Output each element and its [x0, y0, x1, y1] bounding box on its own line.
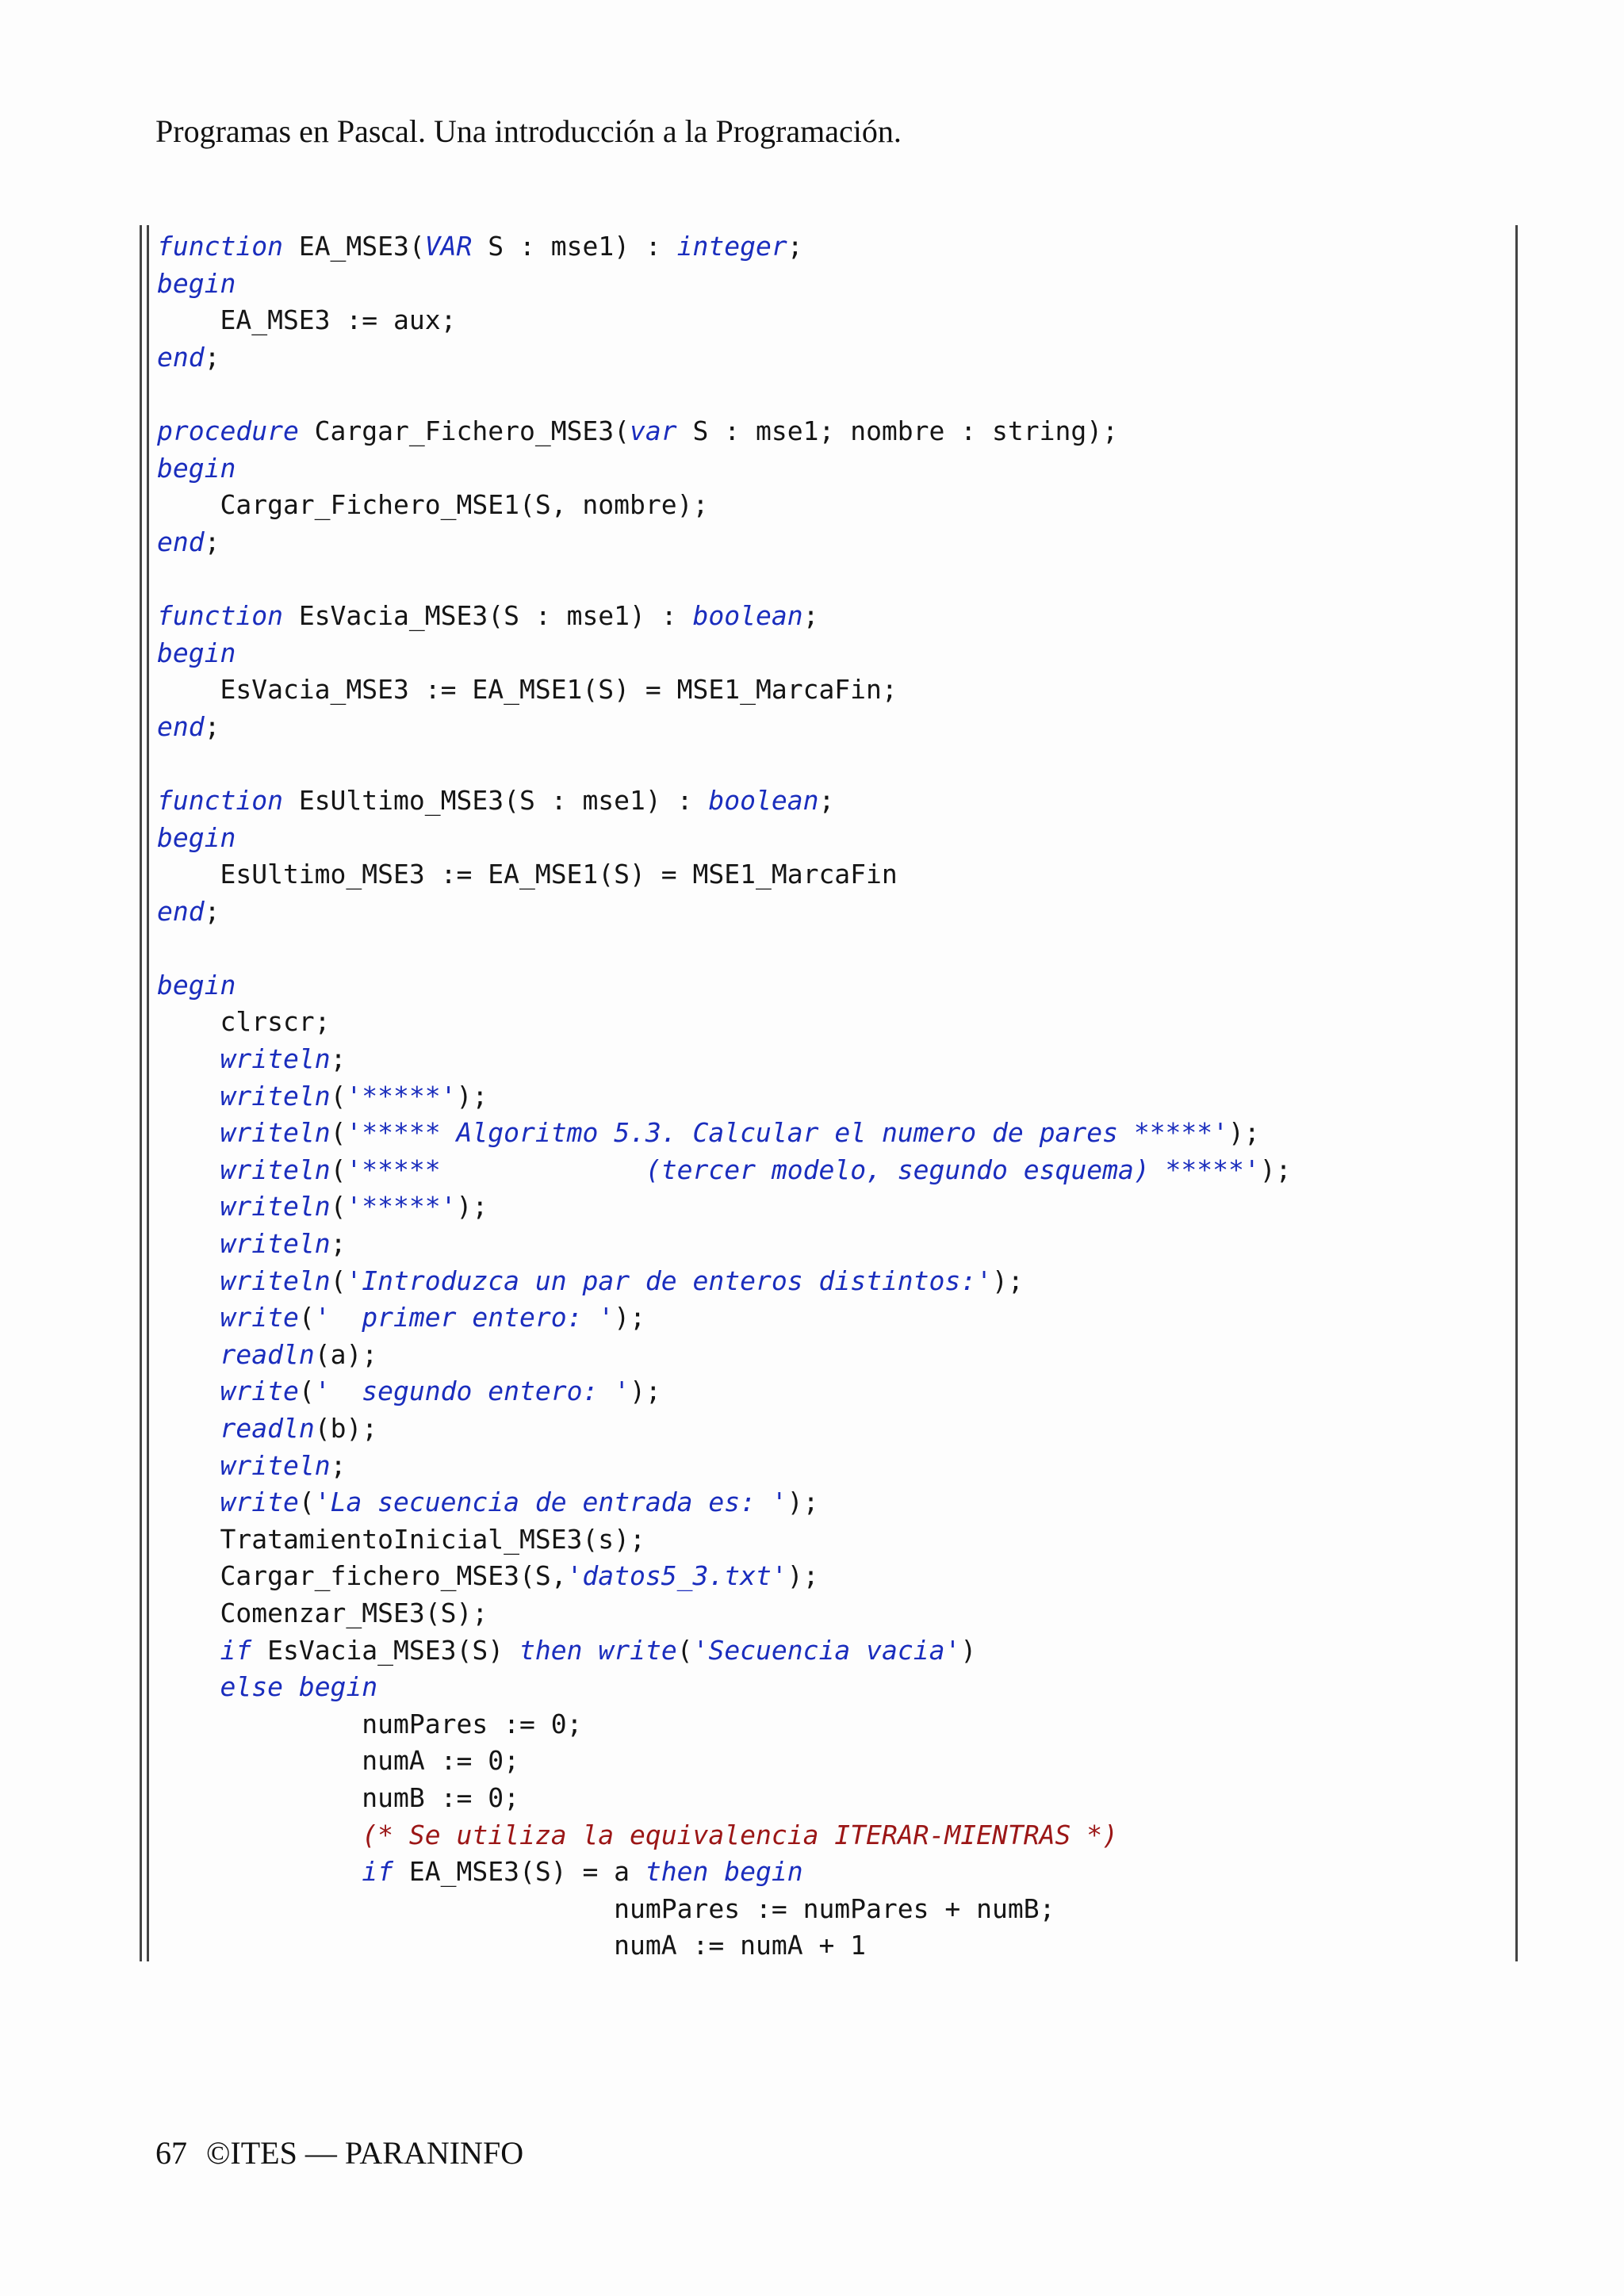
code-keyword: then [519, 1634, 583, 1666]
code-text: EA_MSE3(S) = a [393, 1856, 645, 1888]
code-line [157, 339, 1292, 377]
code-text: Cargar_fichero_MSE3(S, [157, 1560, 567, 1592]
code-keyword: write [220, 1302, 299, 1334]
code-text: ; [818, 784, 835, 816]
code-text: ); [630, 1376, 661, 1407]
code-text: Cargar_Fichero_MSE3( [298, 415, 630, 446]
code-text: numB := 0; [157, 1781, 519, 1813]
code-text: ; [330, 1228, 347, 1260]
code-text: ( [330, 1154, 347, 1185]
code-keyword: integer [676, 231, 787, 262]
code-line [157, 967, 1292, 1004]
code-text: ( [298, 1376, 315, 1407]
code-keyword: writeln [220, 1228, 331, 1260]
code-line [157, 1410, 1292, 1448]
code-line [157, 376, 1292, 413]
code-text: ( [330, 1117, 347, 1149]
code-line [157, 1743, 1292, 1780]
code-string: '***** (tercer modelo, segundo esquema) *****' [346, 1154, 1260, 1185]
code-line [157, 598, 1292, 635]
code-keyword: boolean [708, 784, 819, 816]
code-text: EsVacia_MSE3 := EA_MSE1(S) = MSE1_MarcaFin; [157, 674, 898, 706]
code-string: '***** Algoritmo 5.3. Calcular el numero de pares *****' [346, 1117, 1229, 1149]
code-keyword: end [157, 710, 205, 742]
code-text: (a); [314, 1338, 378, 1370]
code-keyword: readln [220, 1338, 315, 1370]
code-keyword: writeln [220, 1154, 331, 1185]
code-line [157, 1854, 1292, 1891]
code-text: EA_MSE3( [282, 231, 425, 262]
code-text: S : mse1) : [472, 231, 677, 262]
code-line [157, 487, 1292, 524]
code-text: ) [960, 1634, 977, 1666]
code-keyword: readln [220, 1413, 315, 1444]
code-text: numPares := numPares + numB; [157, 1892, 1055, 1924]
copyright-notice: ©ITES — PARANINFO [206, 2135, 524, 2171]
code-text: ( [298, 1487, 315, 1518]
code-text: numA := numA + 1 [157, 1930, 867, 1961]
code-text [157, 1635, 220, 1666]
code-keyword: boolean [692, 599, 803, 631]
code-line [157, 820, 1292, 857]
code-keyword: var [630, 415, 677, 446]
code-line [157, 302, 1292, 339]
code-line [157, 1521, 1292, 1559]
code-keyword: procedure [157, 415, 299, 446]
code-line [157, 894, 1292, 931]
code-keyword: begin [157, 969, 236, 1001]
code-line [157, 1448, 1292, 1485]
code-line [157, 266, 1292, 303]
code-text: ( [330, 1191, 347, 1223]
code-text [157, 1487, 220, 1517]
code-line [157, 1484, 1292, 1521]
code-line [157, 1078, 1292, 1115]
code-string: ' primer entero: ' [314, 1302, 615, 1334]
code-line [157, 1927, 1292, 1965]
code-text: EsUltimo_MSE3 := EA_MSE1(S) = MSE1_MarcaFin [157, 859, 898, 890]
page-header: Programas en Pascal. Una introducción a la Programación. [155, 113, 902, 149]
code-line [157, 1152, 1292, 1189]
code-text: ( [330, 1080, 347, 1112]
code-string: 'Secuencia vacia' [692, 1634, 961, 1666]
code-text [582, 1635, 598, 1666]
code-text: ; [802, 599, 819, 631]
code-comment: (* Se utiliza la equivalencia ITERAR-MIENTRAS *) [362, 1819, 1118, 1850]
code-text [157, 1191, 220, 1222]
code-string: 'La secuencia de entrada es: ' [314, 1487, 787, 1518]
code-line [157, 783, 1292, 820]
code-keyword: VAR [424, 231, 473, 262]
code-line [157, 1041, 1292, 1078]
code-text: TratamientoInicial_MSE3(s); [157, 1523, 645, 1555]
code-text: numPares := 0; [157, 1708, 583, 1739]
code-text: (b); [314, 1413, 378, 1444]
code-text [157, 1081, 220, 1112]
code-keyword: end [157, 341, 205, 373]
page-number: 67 [155, 2135, 187, 2171]
code-keyword: function [157, 231, 283, 262]
code-keyword: end [157, 895, 205, 927]
code-line [157, 930, 1292, 967]
code-line [157, 228, 1292, 266]
code-block [157, 228, 1292, 1965]
code-line [157, 1817, 1292, 1854]
code-line [157, 709, 1292, 746]
code-line [157, 745, 1292, 783]
code-keyword: then begin [645, 1856, 803, 1888]
code-string: 'Introduzca un par de enteros distintos:' [346, 1265, 993, 1296]
code-text [157, 1302, 220, 1333]
code-text: ( [330, 1265, 347, 1296]
code-line [157, 1226, 1292, 1263]
code-line [157, 672, 1292, 709]
code-keyword: writeln [220, 1449, 331, 1481]
code-text: ); [1259, 1154, 1292, 1185]
code-line [157, 1004, 1292, 1041]
code-text [157, 1154, 220, 1185]
code-text: EA_MSE3 := aux; [157, 304, 457, 336]
code-line [157, 1115, 1292, 1152]
code-keyword: begin [157, 637, 236, 668]
code-line [157, 1299, 1292, 1337]
code-line [157, 635, 1292, 672]
code-keyword: write [598, 1634, 677, 1666]
code-keyword: begin [157, 452, 236, 484]
code-text [157, 1117, 220, 1148]
code-line [157, 1780, 1292, 1817]
code-line [157, 1263, 1292, 1300]
code-line [157, 1891, 1292, 1928]
code-text [157, 1450, 220, 1481]
code-text: ( [298, 1302, 315, 1334]
code-keyword: function [157, 599, 283, 631]
code-line [157, 1188, 1292, 1226]
code-keyword: write [220, 1487, 299, 1518]
code-text: ); [614, 1302, 645, 1334]
code-text: ; [787, 231, 803, 262]
page-footer [155, 2134, 534, 2172]
code-text: ; [330, 1043, 347, 1075]
code-text: EsUltimo_MSE3(S : mse1) : [282, 784, 709, 816]
code-text [157, 1339, 220, 1370]
code-line [157, 1706, 1292, 1743]
code-line [157, 413, 1292, 450]
code-text [157, 1228, 220, 1259]
code-text: ; [204, 710, 220, 742]
code-text [157, 1671, 220, 1702]
code-text: ); [787, 1560, 819, 1592]
code-line [157, 1669, 1292, 1706]
code-line [157, 524, 1292, 561]
code-keyword: writeln [220, 1265, 331, 1296]
code-keyword: else begin [220, 1671, 378, 1703]
code-text: ); [787, 1487, 819, 1518]
code-text: ; [204, 895, 220, 927]
left-rule-inner [147, 225, 149, 1961]
code-text: clrscr; [157, 1006, 331, 1038]
code-text: EsVacia_MSE3(S : mse1) : [282, 599, 693, 631]
code-line [157, 856, 1292, 894]
code-keyword: end [157, 526, 205, 557]
code-keyword: if [362, 1856, 394, 1888]
right-rule [1515, 225, 1518, 1961]
code-string: '*****' [346, 1191, 457, 1223]
code-text: ); [456, 1191, 488, 1223]
code-keyword: if [220, 1634, 252, 1666]
code-text [157, 1413, 220, 1444]
code-text: ); [1228, 1117, 1260, 1149]
code-text [157, 1856, 362, 1887]
code-keyword: begin [157, 267, 236, 299]
code-text: ; [330, 1449, 347, 1481]
code-line [157, 561, 1292, 598]
code-text [157, 1376, 220, 1406]
code-text: ; [204, 341, 220, 373]
code-listing [140, 225, 1518, 1961]
code-line [157, 1632, 1292, 1670]
code-line [157, 1373, 1292, 1410]
code-text [157, 1043, 220, 1074]
code-keyword: writeln [220, 1117, 331, 1149]
code-string: '*****' [346, 1080, 457, 1112]
code-keyword: function [157, 784, 283, 816]
code-keyword: writeln [220, 1191, 331, 1223]
code-keyword: writeln [220, 1043, 331, 1075]
code-string: 'datos5_3.txt' [566, 1560, 787, 1592]
code-text: Comenzar_MSE3(S); [157, 1597, 488, 1628]
code-text: EsVacia_MSE3(S) [251, 1634, 519, 1666]
code-text: S : mse1; nombre : string); [676, 415, 1118, 446]
code-line [157, 450, 1292, 488]
code-keyword: writeln [220, 1080, 331, 1112]
code-text: ( [676, 1634, 693, 1666]
code-text: ; [204, 526, 220, 557]
code-line [157, 1337, 1292, 1374]
code-line [157, 1558, 1292, 1595]
code-string: ' segundo entero: ' [314, 1376, 630, 1407]
code-text: Cargar_Fichero_MSE1(S, nombre); [157, 489, 709, 521]
code-text [157, 1265, 220, 1296]
code-line [157, 1595, 1292, 1632]
code-keyword: begin [157, 821, 236, 853]
code-keyword: write [220, 1376, 299, 1407]
code-text [157, 1820, 362, 1850]
code-text: numA := 0; [157, 1745, 519, 1777]
left-rule-outer [140, 225, 142, 1961]
code-text: ); [992, 1265, 1024, 1296]
code-text: ); [456, 1080, 488, 1112]
